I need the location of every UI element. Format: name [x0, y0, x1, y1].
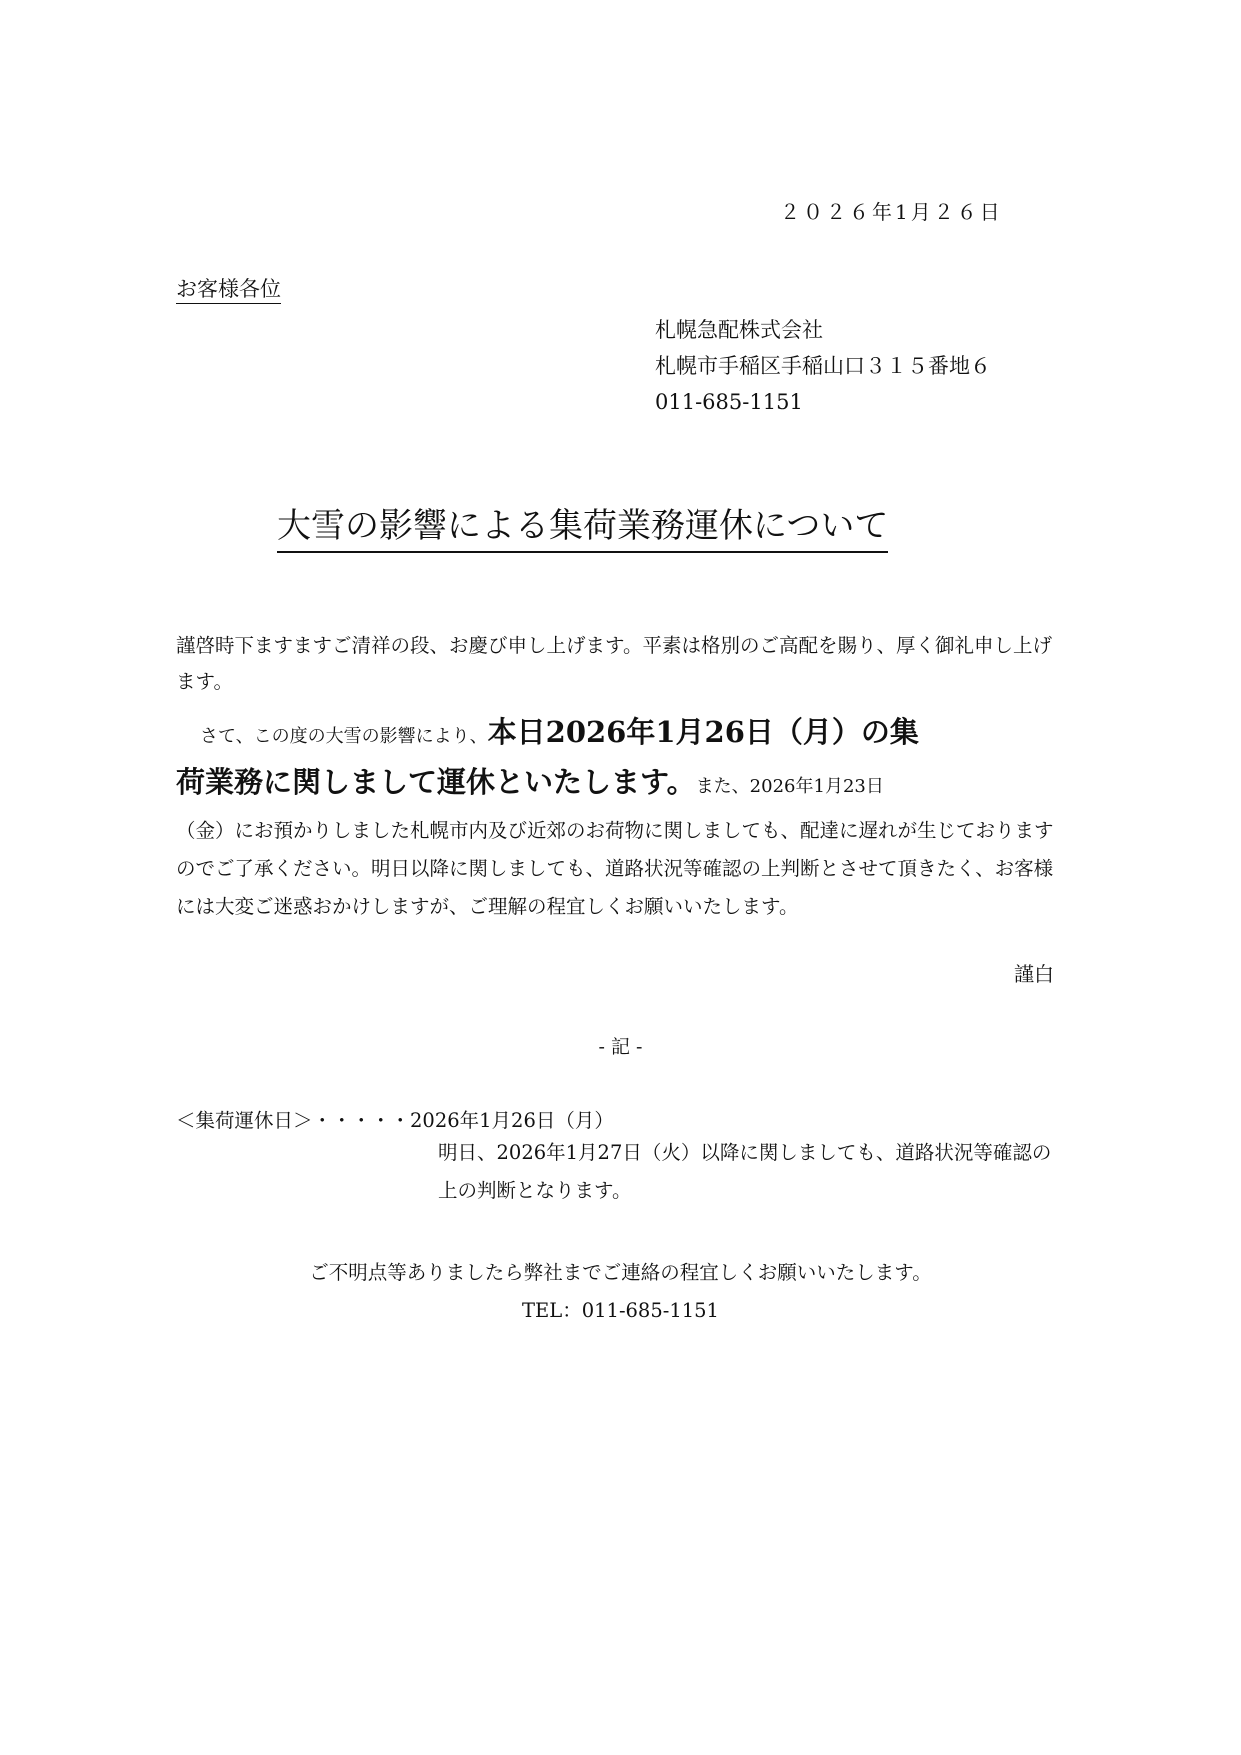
- notice-paragraph-rest: （金）にお預かりしました札幌市内及び近郊のお荷物に関しましても、配達に遅れが生じておりますのでご了承ください。明日以降に関しましても、道路状況等確認の上判断とさせて頂きたく、お客様には大変ご迷惑おかけしますが、ご理解の程宜しくお願いいたします。: [176, 819, 1054, 918]
- notice-tail: また、2026年1月23日: [695, 776, 884, 797]
- greeting-paragraph: 謹啓時下ますますご清祥の段、お慶び申し上げます。平素は格別のご高配を賜り、厚く御礼申し上げます。: [176, 634, 1052, 693]
- contact-tel: TEL：011-685-1151: [522, 1299, 719, 1322]
- sender-block: [655, 312, 991, 420]
- suspension-note: 明日、2026年1月27日（火）以降に関しましても、道路状況等確認の上の判断となります。: [438, 1141, 1052, 1202]
- notice-emphasis-1: 本日2026年1月26日（月）の集: [487, 715, 919, 749]
- notice-sentence-line1: [200, 706, 919, 763]
- addressee: お客様各位: [176, 276, 281, 304]
- suspension-date-line: ＜集荷運休日＞・・・・・2026年1月26日（月）: [176, 1109, 614, 1132]
- document-title: 大雪の影響による集荷業務運休について: [277, 503, 888, 553]
- notice-sentence-line2: [176, 756, 884, 813]
- notice-heading: - 記 -: [598, 1036, 643, 1058]
- sender-company: 札幌急配株式会社: [655, 318, 823, 342]
- closing-word: 謹白: [1014, 962, 1054, 986]
- sender-address: 札幌市手稲区手稲山口３１５番地６: [655, 354, 991, 378]
- sender-phone: 011-685-1151: [655, 390, 803, 414]
- contact-message: ご不明点等ありましたら弊社までご連絡の程宜しくお願いいたします。: [309, 1261, 932, 1284]
- notice-emphasis-2: 荷業務に関しまして運休といたします。: [176, 765, 696, 799]
- notice-lead: さて、この度の大雪の影響により、: [200, 726, 488, 747]
- document-date: ２０２６年1月２６日: [780, 200, 1003, 224]
- contact-block: [0, 1254, 1241, 1330]
